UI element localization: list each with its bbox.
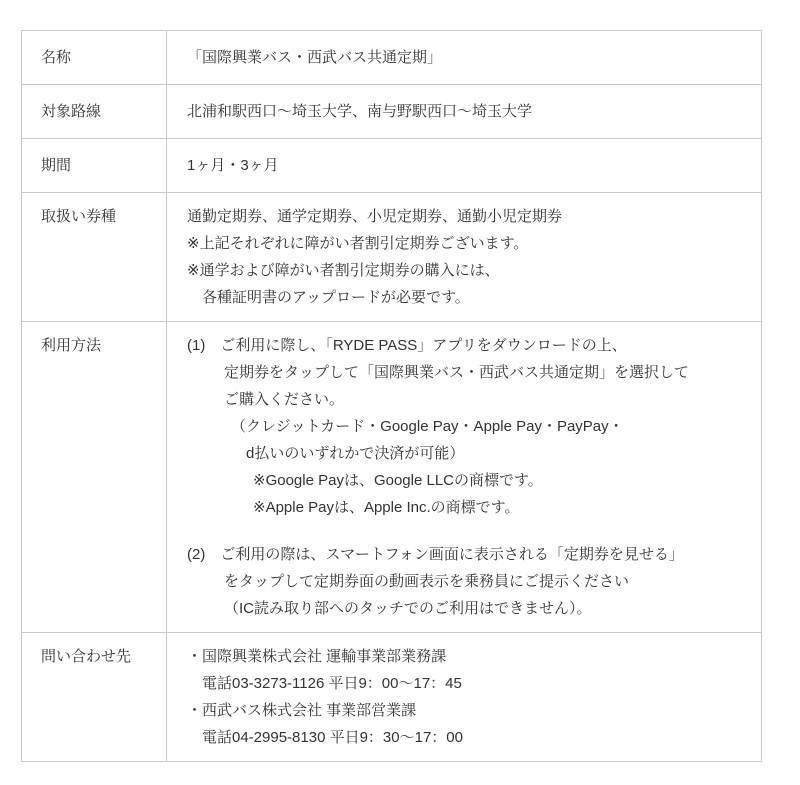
content-line: 通勤定期券、通学定期券、小児定期券、通勤小児定期券 xyxy=(187,208,563,225)
row-content xyxy=(167,139,761,192)
content-line: 「国際興業バス・西武バス共通定期」 xyxy=(187,49,443,66)
content-line: ・国際興業株式会社 運輸事業部業務課 xyxy=(187,648,447,665)
content-line: ※通学および障がい者割引定期券の購入には、 xyxy=(187,262,500,279)
table-row xyxy=(22,85,761,139)
table-row xyxy=(22,193,761,322)
row-label: 期間 xyxy=(22,139,167,192)
content-line: d払いのいずれかで決済が可能） xyxy=(246,445,465,462)
row-label: 取扱い券種 xyxy=(22,193,167,321)
content-line: ※Google Payは、Google LLCの商標です。 xyxy=(253,472,543,489)
table-row xyxy=(22,633,761,762)
content-line-blank xyxy=(187,521,753,541)
row-content xyxy=(167,31,761,84)
content-line: ご購入ください。 xyxy=(224,391,345,408)
content-line: (1) ご利用に際し、「RYDE PASS」アプリをダウンロードの上、 xyxy=(187,337,627,354)
content-line: 電話03-3273-1126 平日9：00〜17：45 xyxy=(202,675,462,692)
content-line: ・西武バス株式会社 事業部営業課 xyxy=(187,702,417,719)
content-line: （IC読み取り部へのタッチでのご利用はできません）。 xyxy=(224,600,592,617)
row-label: 名称 xyxy=(22,31,167,84)
table-row xyxy=(22,139,761,193)
content-line: ※上記それぞれに障がい者割引定期券ございます。 xyxy=(187,235,529,252)
content-line: ※Apple Payは、Apple Inc.の商標です。 xyxy=(253,499,520,516)
content-line: 定期券をタップして「国際興業バス・西武バス共通定期」を選択して xyxy=(224,364,690,381)
row-content xyxy=(167,322,761,632)
table-row xyxy=(22,322,761,633)
content-line: をタップして定期券面の動画表示を乗務員にご提示ください xyxy=(224,573,630,590)
row-content xyxy=(167,633,761,761)
row-label: 問い合わせ先 xyxy=(22,633,167,761)
content-line: 北浦和駅西口〜埼玉大学、南与野駅西口〜埼玉大学 xyxy=(187,103,533,120)
content-line: (2) ご利用の際は、スマートフォン画面に表示される「定期券を見せる」 xyxy=(187,546,684,563)
content-line: （クレジットカード・Google Pay・Apple Pay・PayPay・ xyxy=(231,418,624,435)
row-label: 対象路線 xyxy=(22,85,167,138)
table-row xyxy=(22,31,761,85)
row-content xyxy=(167,193,761,321)
row-label: 利用方法 xyxy=(22,322,167,632)
row-content xyxy=(167,85,761,138)
content-line: 電話04-2995-8130 平日9：30〜17：00 xyxy=(202,729,463,746)
content-line: 各種証明書のアップロードが必要です。 xyxy=(202,289,470,306)
info-table xyxy=(21,30,762,762)
content-line: 1ヶ月・3ヶ月 xyxy=(187,157,279,174)
